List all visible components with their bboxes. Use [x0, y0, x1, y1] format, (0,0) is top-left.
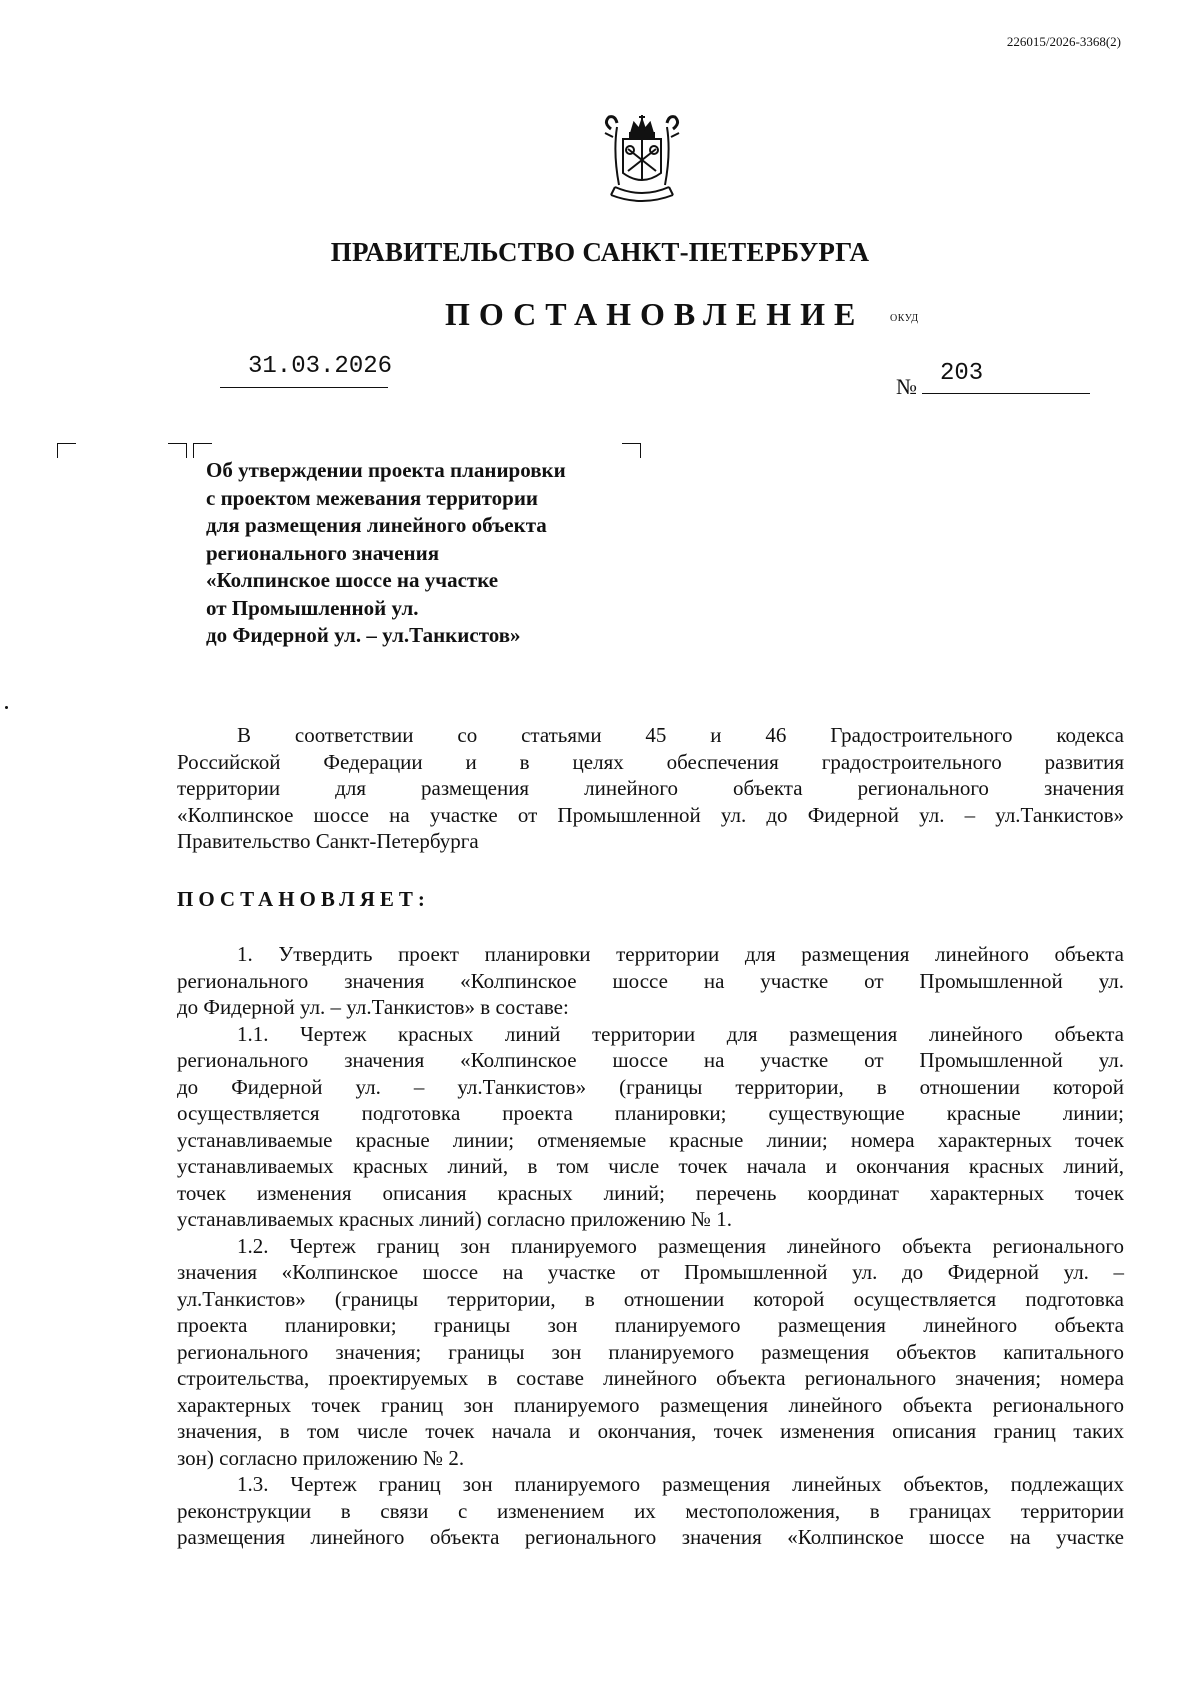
item-line: устанавливаемые красные линии; отменяемые красные линии; номера характерных точек	[177, 1127, 1124, 1152]
okud-label: ОКУД	[890, 313, 919, 324]
document-id: 226015/2026-3368(2)	[1006, 34, 1121, 49]
coat-of-arms-of-saint-petersburg-icon	[597, 113, 687, 213]
preamble-paragraph	[177, 722, 1124, 855]
item-line: до Фидерной ул. – ул.Танкистов» в составе:	[177, 995, 569, 1019]
item-1	[177, 941, 1124, 1021]
decree-items	[177, 941, 1124, 1551]
item-1-2	[177, 1233, 1124, 1472]
preamble-line: территории для размещения линейного объекта регионального значения	[177, 776, 1124, 800]
document-subject	[206, 457, 566, 650]
item-line: значения, в том числе точек начала и окончания, точек изменения описания границ таких	[177, 1419, 1124, 1443]
item-line: ул.Танкистов» (границы территории, в отношении которой осуществляется подготовка	[177, 1286, 1124, 1311]
preamble-line: «Колпинское шоссе на участке от Промышленной ул. до Фидерной ул. – ул.Танкистов»	[177, 802, 1124, 827]
item-line: осуществляется подготовка проекта планировки; существующие красные линии;	[177, 1101, 1124, 1125]
document-date: 31.03.2026	[248, 353, 393, 380]
document-number: 203	[940, 360, 984, 387]
item-line: размещения линейного объекта регионального значения «Колпинское шоссе на участке	[177, 1525, 1124, 1549]
item-line: проекта планировки; границы зон планируемого размещения линейного объекта	[177, 1313, 1124, 1337]
organization-title: ПРАВИТЕЛЬСТВО САНКТ-ПЕТЕРБУРГА	[330, 237, 870, 267]
document-type: ПОСТАНОВЛЕНИЕ	[445, 296, 865, 332]
corner-mark-top-right-outer	[622, 443, 641, 458]
subject-line: для размещения линейного объекта	[206, 513, 547, 537]
item-line: 1.1. Чертеж красных линий территории для размещения линейного объекта	[237, 1021, 1124, 1046]
item-line: 1.2. Чертеж границ зон планируемого размещения линейного объекта регионального	[237, 1233, 1124, 1258]
item-1-3	[177, 1471, 1124, 1551]
subject-line: Об утверждении проекта планировки	[206, 458, 566, 482]
number-underline	[922, 393, 1090, 394]
preamble-line: Российской Федерации и в целях обеспечения градостроительного развития	[177, 749, 1124, 774]
item-line: характерных точек границ зон планируемого размещения линейного объекта регионального	[177, 1392, 1124, 1417]
decree-heading: ПОСТАНОВЛЯЕТ:	[177, 887, 430, 911]
corner-mark-top-left	[57, 443, 76, 458]
item-line: реконструкции в связи с изменением их местоположения, в границах территории	[177, 1498, 1124, 1523]
subject-line: с проектом межевания территории	[206, 485, 539, 510]
item-line: строительства, проектируемых в составе линейного объекта регионального значения; номера	[177, 1366, 1124, 1390]
subject-line: от Промышленной ул.	[206, 595, 419, 620]
preamble-line: В соответствии со статьями 45 и 46 Градостроительного кодекса	[237, 723, 1124, 747]
preamble-line: Правительство Санкт-Петербурга	[177, 829, 479, 853]
item-line: регионального значения «Колпинское шоссе на участке от Промышленной ул.	[177, 1048, 1124, 1072]
item-line: устанавливаемых красных линий, в том числе точек начала и окончания красных линий,	[177, 1154, 1124, 1178]
subject-line: «Колпинское шоссе на участке	[206, 568, 499, 592]
item-line: значения «Колпинское шоссе на участке от Промышленной ул. до Фидерной ул. –	[177, 1260, 1124, 1284]
subject-line: регионального значения	[206, 540, 440, 565]
date-underline	[220, 387, 388, 388]
item-line: регионального значения; границы зон планируемого размещения объектов капитального	[177, 1339, 1124, 1364]
corner-mark-top-left-inner	[193, 443, 212, 458]
item-line: регионального значения «Колпинское шоссе на участке от Промышленной ул.	[177, 968, 1124, 993]
item-line: устанавливаемых красных линий) согласно приложению № 1.	[177, 1207, 732, 1231]
item-line: до Фидерной ул. – ул.Танкистов» (границы территории, в отношении которой	[177, 1074, 1124, 1099]
item-line: точек изменения описания красных линий; перечень координат характерных точек	[177, 1180, 1124, 1205]
item-1-1	[177, 1021, 1124, 1233]
subject-line: до Фидерной ул. – ул.Танкистов»	[206, 623, 521, 647]
item-line: зон) согласно приложению № 2.	[177, 1445, 465, 1470]
item-line: 1.3. Чертеж границ зон планируемого размещения линейных объектов, подлежащих	[237, 1472, 1124, 1496]
item-line: 1. Утвердить проект планировки территории для размещения линейного объекта	[237, 942, 1124, 966]
number-sign: №	[896, 374, 917, 399]
scan-speck	[5, 706, 8, 709]
corner-mark-top-right	[168, 443, 187, 458]
